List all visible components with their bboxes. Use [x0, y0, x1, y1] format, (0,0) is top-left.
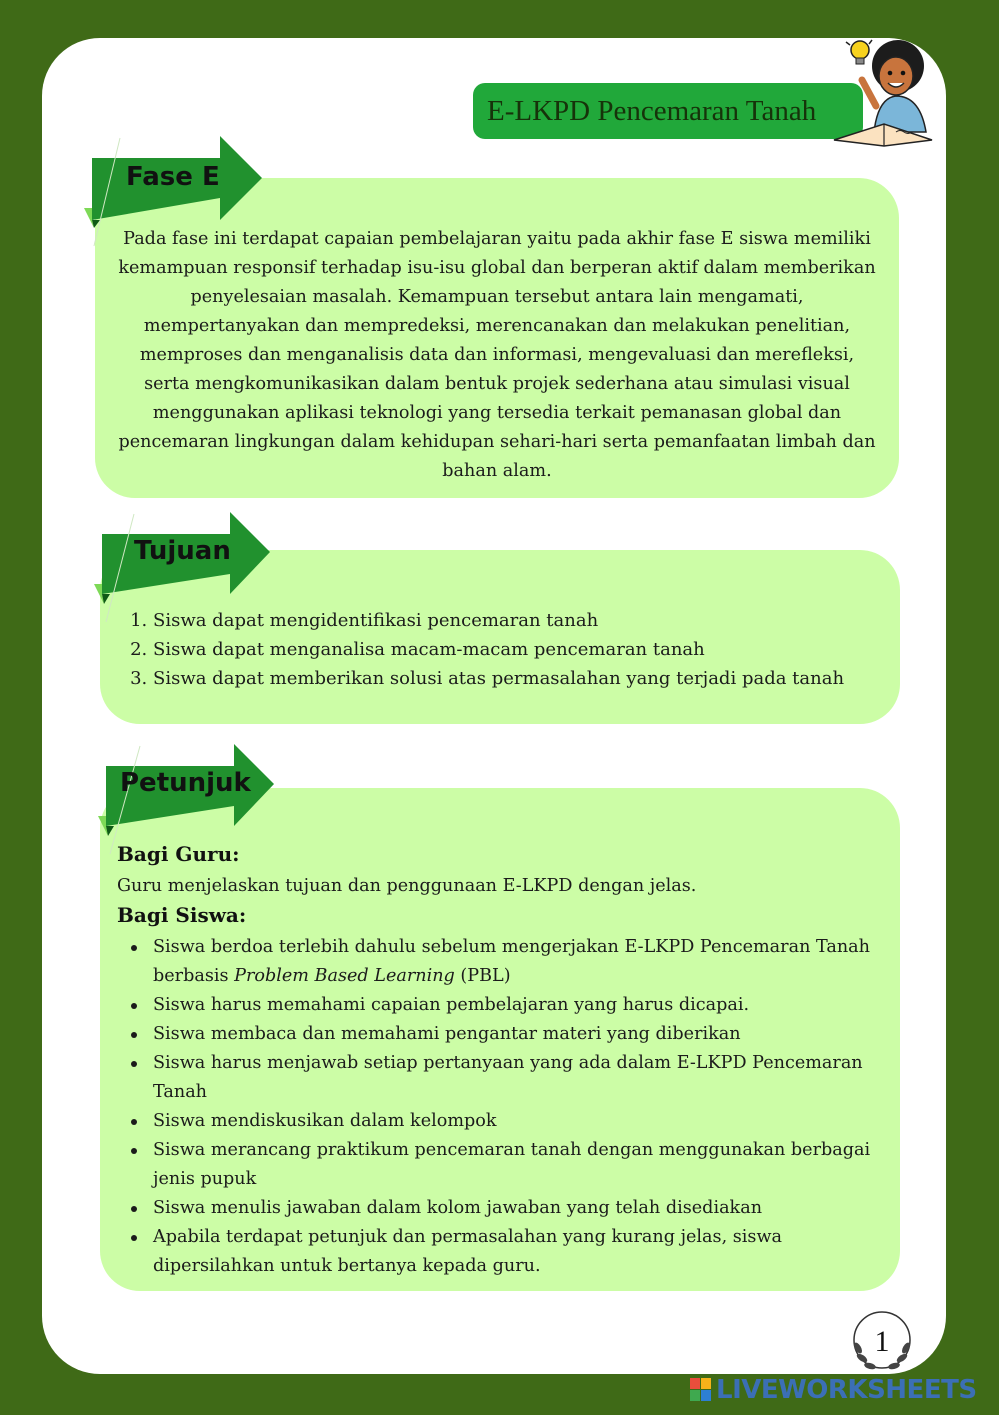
list-item: Apabila terdapat petunjuk dan permasalahan yang kurang jelas, siswa dipersilahkan untuk bertanya kepada guru. — [153, 1223, 873, 1281]
list-item: Siswa merancang praktikum pencemaran tanah dengan menggunakan berbagai jenis pupuk — [153, 1136, 873, 1194]
siswa-list — [129, 933, 873, 1281]
page-title-text: E-LKPD Pencemaran Tanah — [487, 94, 817, 127]
list-item: Siswa mendiskusikan dalam kelompok — [153, 1107, 873, 1136]
tujuan-heading: Tujuan — [134, 536, 231, 566]
list-item: Siswa harus memahami capaian pembelajaran yang harus dicapai. — [153, 991, 873, 1020]
list-item: Siswa membaca dan memahami pengantar materi yang diberikan — [153, 1020, 873, 1049]
petunjuk-heading: Petunjuk — [120, 768, 251, 798]
watermark-text: LIVEWORKSHEETS — [716, 1375, 977, 1405]
siswa-item-text: (PBL) — [454, 966, 511, 986]
list-item: 3. Siswa dapat memberikan solusi atas permasalahan yang terjadi pada tanah — [153, 664, 893, 693]
list-item: 2. Siswa dapat menganalisa macam-macam pencemaran tanah — [153, 635, 893, 664]
arrow-banner-icon — [94, 744, 276, 856]
siswa-item-italic: Problem Based Learning — [234, 966, 455, 986]
page-number-badge — [848, 1308, 916, 1376]
list-item: 1. Siswa dapat mengidentifikasi pencemaran tanah — [153, 606, 893, 635]
fase-paragraph: Pada fase ini terdapat capaian pembelajaran yaitu pada akhir fase E siswa memiliki kemampuan responsif terhadap isu-isu global dan berperan aktif dalam memberikan penyelesaian masalah. Kemampuan tersebut antara lain mengamati, mempertanyakan dan mempredeksi, merencanakan dan melakukan penelitian, memproses dan menganalisis data dan informasi, mengevaluasi dan merefleksi, serta mengkomunikasikan dalam bentuk projek sederhana atau simulasi visual menggunakan aplikasi teknologi yang tersedia terkait pemanasan global dan pencemaran lingkungan dalam kehidupan sehari-hari serta pemanfaatan limbah dan bahan alam. — [118, 229, 876, 481]
liveworksheets-watermark[interactable] — [690, 1375, 977, 1405]
tujuan-list — [133, 606, 893, 693]
student-with-lightbulb-illustration — [826, 36, 938, 148]
list-item: Siswa harus menjawab setiap pertanyaan yang ada dalam E-LKPD Pencemaran Tanah — [153, 1049, 873, 1107]
petunjuk-banner — [94, 744, 276, 856]
guru-text: Guru menjelaskan tujuan dan penggunaan E-LKPD dengan jelas. — [117, 876, 697, 896]
page-title — [473, 83, 863, 139]
list-item: Siswa menulis jawaban dalam kolom jawaban yang telah disediakan — [153, 1194, 873, 1223]
siswa-item-text: Siswa berdoa terlebih dahulu sebelum mengerjakan E-LKPD Pencemaran Tanah berbasis — [153, 937, 870, 986]
liveworksheets-logo-icon — [690, 1378, 712, 1402]
fase-heading: Fase E — [126, 162, 220, 192]
guru-heading: Bagi Guru: — [117, 842, 240, 866]
page-number: 1 — [874, 1325, 890, 1358]
list-item — [153, 933, 873, 991]
siswa-heading: Bagi Siswa: — [117, 903, 247, 927]
